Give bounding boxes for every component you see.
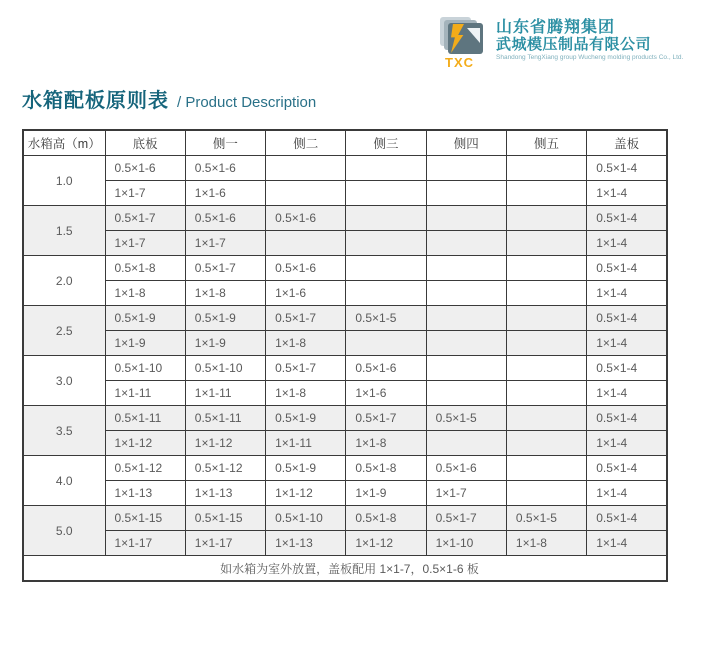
spec-cell: 1×1-4 xyxy=(587,181,667,206)
spec-cell: 0.5×1-7 xyxy=(105,206,185,231)
spec-cell: 0.5×1-5 xyxy=(346,306,426,331)
spec-cell xyxy=(506,406,586,431)
spec-cell: 0.5×1-7 xyxy=(185,256,265,281)
table-row xyxy=(23,531,667,556)
spec-cell: 0.5×1-9 xyxy=(266,406,346,431)
column-header: 盖板 xyxy=(587,130,667,156)
spec-cell xyxy=(426,431,506,456)
table-row xyxy=(23,331,667,356)
spec-cell xyxy=(426,356,506,381)
spec-cell xyxy=(346,281,426,306)
table-row xyxy=(23,506,667,531)
footer-row xyxy=(23,556,667,582)
spec-cell: 1×1-11 xyxy=(105,381,185,406)
product-spec-table xyxy=(22,129,668,582)
spec-cell: 1×1-8 xyxy=(105,281,185,306)
spec-cell: 0.5×1-15 xyxy=(185,506,265,531)
height-cell: 1.0 xyxy=(23,156,105,206)
spec-cell: 0.5×1-4 xyxy=(587,156,667,181)
spec-cell: 0.5×1-10 xyxy=(105,356,185,381)
spec-cell: 0.5×1-8 xyxy=(346,456,426,481)
spec-cell xyxy=(426,181,506,206)
spec-cell xyxy=(346,181,426,206)
spec-cell xyxy=(346,231,426,256)
spec-cell: 1×1-8 xyxy=(266,331,346,356)
table-row xyxy=(23,181,667,206)
spec-cell: 0.5×1-7 xyxy=(346,406,426,431)
logo-mark-text: TXC xyxy=(445,55,474,70)
header-row xyxy=(23,130,667,156)
spec-cell xyxy=(506,181,586,206)
spec-cell xyxy=(426,156,506,181)
spec-cell: 1×1-7 xyxy=(105,181,185,206)
spec-cell: 0.5×1-7 xyxy=(266,306,346,331)
spec-cell xyxy=(426,256,506,281)
table-row xyxy=(23,431,667,456)
spec-cell xyxy=(506,431,586,456)
spec-cell: 0.5×1-4 xyxy=(587,406,667,431)
table-row xyxy=(23,456,667,481)
spec-cell: 0.5×1-4 xyxy=(587,506,667,531)
table-row xyxy=(23,156,667,181)
spec-cell: 1×1-4 xyxy=(587,531,667,556)
spec-cell: 1×1-4 xyxy=(587,481,667,506)
spec-cell: 1×1-7 xyxy=(426,481,506,506)
spec-cell: 0.5×1-12 xyxy=(185,456,265,481)
spec-cell: 0.5×1-4 xyxy=(587,256,667,281)
spec-cell: 1×1-8 xyxy=(185,281,265,306)
spec-cell: 0.5×1-11 xyxy=(105,406,185,431)
spec-cell xyxy=(506,156,586,181)
spec-cell xyxy=(506,231,586,256)
spec-cell: 0.5×1-6 xyxy=(346,356,426,381)
spec-cell: 0.5×1-4 xyxy=(587,306,667,331)
spec-cell xyxy=(346,156,426,181)
spec-cell: 0.5×1-9 xyxy=(266,456,346,481)
spec-cell: 1×1-8 xyxy=(266,381,346,406)
spec-cell xyxy=(506,356,586,381)
table-row xyxy=(23,481,667,506)
spec-cell: 0.5×1-6 xyxy=(185,206,265,231)
spec-cell: 1×1-4 xyxy=(587,381,667,406)
spec-cell: 0.5×1-10 xyxy=(185,356,265,381)
spec-cell: 1×1-11 xyxy=(185,381,265,406)
height-cell: 2.5 xyxy=(23,306,105,356)
column-header: 侧三 xyxy=(346,130,426,156)
table-row xyxy=(23,406,667,431)
column-header: 侧五 xyxy=(506,130,586,156)
spec-cell: 0.5×1-5 xyxy=(506,506,586,531)
page-title xyxy=(22,84,316,113)
footer-note: 如水箱为室外放置，盖板配用 1×1-7，0.5×1-6 板 xyxy=(23,556,667,582)
spec-cell: 1×1-4 xyxy=(587,231,667,256)
spec-cell: 1×1-6 xyxy=(185,181,265,206)
company-name-line1: 山东省腾翔集团 xyxy=(496,19,616,36)
spec-cell xyxy=(346,206,426,231)
column-header: 侧一 xyxy=(185,130,265,156)
spec-cell xyxy=(506,256,586,281)
column-header: 侧二 xyxy=(266,130,346,156)
spec-cell: 0.5×1-11 xyxy=(185,406,265,431)
table-row xyxy=(23,281,667,306)
spec-cell: 1×1-6 xyxy=(346,381,426,406)
spec-cell: 1×1-4 xyxy=(587,281,667,306)
spec-cell xyxy=(506,306,586,331)
spec-cell: 0.5×1-10 xyxy=(266,506,346,531)
spec-cell: 0.5×1-15 xyxy=(105,506,185,531)
spec-cell: 1×1-17 xyxy=(105,531,185,556)
page-title-cn: 水箱配板原则表 xyxy=(22,90,169,112)
height-cell: 1.5 xyxy=(23,206,105,256)
spec-cell: 0.5×1-9 xyxy=(105,306,185,331)
spec-cell xyxy=(426,231,506,256)
spec-cell: 1×1-8 xyxy=(346,431,426,456)
company-name-english: Shandong TengXiang group Wucheng molding products Co., Ltd. xyxy=(496,54,684,61)
spec-cell: 0.5×1-5 xyxy=(426,406,506,431)
spec-cell: 0.5×1-6 xyxy=(266,256,346,281)
spec-cell: 0.5×1-4 xyxy=(587,356,667,381)
spec-cell xyxy=(426,306,506,331)
spec-cell: 1×1-8 xyxy=(506,531,586,556)
spec-cell: 1×1-13 xyxy=(105,481,185,506)
spec-cell: 1×1-4 xyxy=(587,331,667,356)
column-header: 侧四 xyxy=(426,130,506,156)
spec-cell: 0.5×1-9 xyxy=(185,306,265,331)
spec-cell: 1×1-10 xyxy=(426,531,506,556)
table-row xyxy=(23,381,667,406)
table-row xyxy=(23,306,667,331)
company-name-block xyxy=(496,15,683,62)
spec-cell: 0.5×1-6 xyxy=(105,156,185,181)
spec-cell: 1×1-6 xyxy=(266,281,346,306)
spec-cell: 0.5×1-8 xyxy=(346,506,426,531)
spec-cell: 1×1-12 xyxy=(266,481,346,506)
page-title-en: / Product Description xyxy=(177,94,317,111)
spec-cell xyxy=(346,331,426,356)
spec-cell xyxy=(426,331,506,356)
table-row xyxy=(23,356,667,381)
spec-cell: 0.5×1-7 xyxy=(266,356,346,381)
table-body xyxy=(23,156,667,582)
spec-cell: 0.5×1-12 xyxy=(105,456,185,481)
spec-cell: 1×1-12 xyxy=(105,431,185,456)
spec-cell xyxy=(506,206,586,231)
spec-cell: 0.5×1-7 xyxy=(426,506,506,531)
spec-cell: 0.5×1-6 xyxy=(426,456,506,481)
spec-cell xyxy=(266,156,346,181)
spec-cell: 1×1-13 xyxy=(185,481,265,506)
spec-cell: 1×1-12 xyxy=(346,531,426,556)
height-cell: 3.0 xyxy=(23,356,105,406)
spec-cell: 1×1-17 xyxy=(185,531,265,556)
spec-cell xyxy=(426,381,506,406)
company-name-line2: 武城模压制品有限公司 xyxy=(496,36,652,53)
logo-bolt-shape xyxy=(451,24,464,53)
logo-triangle-shape xyxy=(467,28,480,43)
spec-cell xyxy=(266,181,346,206)
spec-cell: 1×1-9 xyxy=(185,331,265,356)
spec-cell: 0.5×1-4 xyxy=(587,456,667,481)
table-row xyxy=(23,256,667,281)
logo-layer-front xyxy=(448,23,483,54)
spec-cell: 1×1-11 xyxy=(266,431,346,456)
spec-cell: 1×1-7 xyxy=(105,231,185,256)
column-header: 底板 xyxy=(105,130,185,156)
spec-cell: 1×1-9 xyxy=(105,331,185,356)
spec-cell xyxy=(346,256,426,281)
spec-cell: 0.5×1-6 xyxy=(266,206,346,231)
txc-logo-icon xyxy=(438,15,490,69)
spec-cell xyxy=(506,381,586,406)
height-cell: 4.0 xyxy=(23,456,105,506)
spec-cell xyxy=(506,456,586,481)
height-cell: 3.5 xyxy=(23,406,105,456)
spec-cell xyxy=(506,331,586,356)
spec-cell: 1×1-13 xyxy=(266,531,346,556)
spec-cell: 0.5×1-4 xyxy=(587,206,667,231)
spec-cell xyxy=(506,281,586,306)
spec-cell xyxy=(426,206,506,231)
spec-cell: 1×1-9 xyxy=(346,481,426,506)
column-header: 水箱高（m） xyxy=(23,130,105,156)
company-logo xyxy=(438,15,683,69)
table-row xyxy=(23,206,667,231)
spec-cell: 1×1-7 xyxy=(185,231,265,256)
table-row xyxy=(23,231,667,256)
spec-cell xyxy=(506,481,586,506)
spec-cell: 0.5×1-8 xyxy=(105,256,185,281)
height-cell: 2.0 xyxy=(23,256,105,306)
spec-cell: 1×1-12 xyxy=(185,431,265,456)
spec-cell: 1×1-4 xyxy=(587,431,667,456)
spec-cell xyxy=(426,281,506,306)
height-cell: 5.0 xyxy=(23,506,105,556)
spec-cell: 0.5×1-6 xyxy=(185,156,265,181)
spec-cell xyxy=(266,231,346,256)
